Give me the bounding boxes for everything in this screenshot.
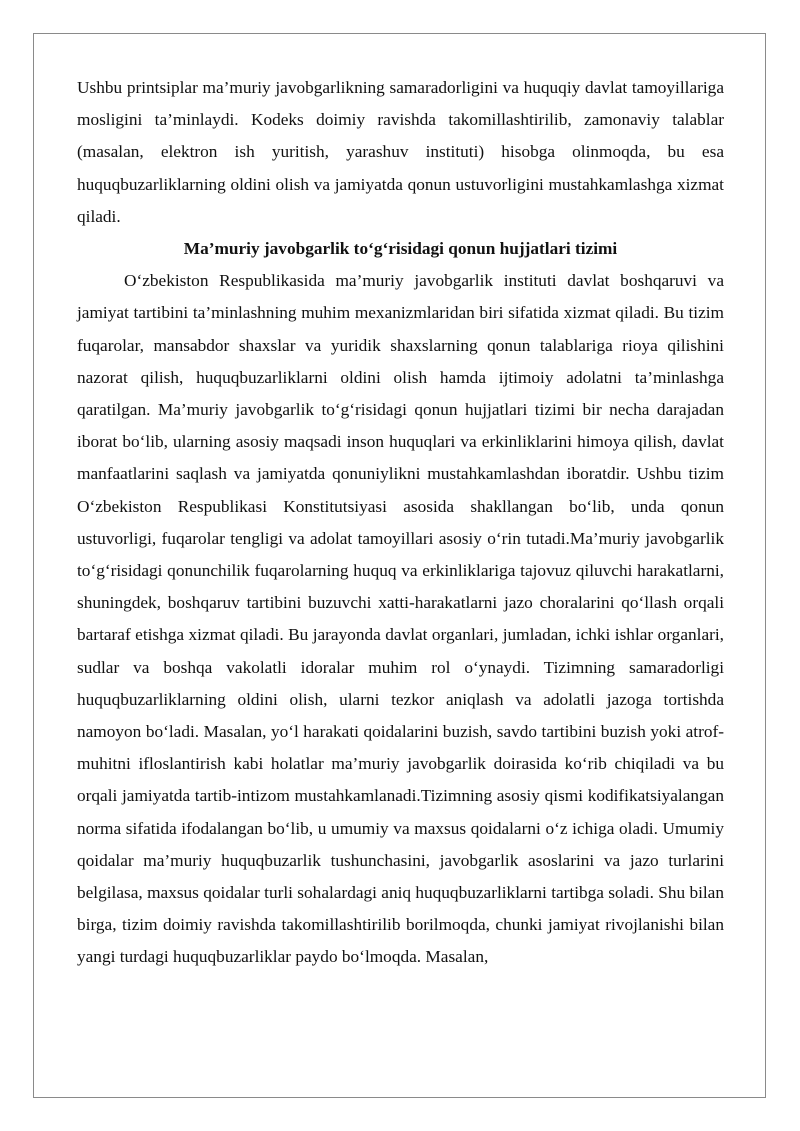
document-body xyxy=(77,72,724,974)
body-paragraph-intro: Ushbu printsiplar ma’muriy javobgarlikning samaradorligini va huquqiy davlat tamoyillariga mosligini ta’minlaydi. Kodeks doimiy ravishda takomillashtirilib, zamonaviy talablar (masalan, elektron ish yuritish, yarashuv instituti) hisobga olinmoqda, bu esa huquqbuzarliklarning oldini olish va jamiyatda qonun ustuvorligini mustahkamlashga xizmat qiladi. xyxy=(77,78,724,226)
section-heading: Ma’muriy javobgarlik to‘g‘risidagi qonun hujjatlari tizimi xyxy=(183,239,618,259)
body-paragraph-main: O‘zbekiston Respublikasida ma’muriy javobgarlik instituti davlat boshqaruvi va jamiyat tartibini ta’minlashning muhim mexanizmlaridan biri sifatida xizmat qiladi. Bu tizim fuqarolar, mansabdor shaxslar va yuridik shaxslarning qonun talablariga rioya qilishini nazorat qilish, huquqbuzarliklarni oldini olish hamda ijtimoiy adolatni ta’minlashga qaratilgan. Ma’muriy javobgarlik to‘g‘risidagi qonun hujjatlari tizimi bir necha darajadan iborat bo‘lib, ularning asosiy maqsadi inson huquqlari va erkinliklarini himoya qilish, davlat manfaatlarini saqlash va jamiyatda qonuniylikni mustahkamlashdan iboratdir. Ushbu tizim O‘zbekiston Respublikasi Konstitutsiyasi asosida shakllangan bo‘lib, unda qonun ustuvorligi, fuqarolar tengligi va adolat tamoyillari asosiy o‘rin tutadi.Ma’muriy javobgarlik to‘g‘risidagi qonunchilik fuqarolarning huquq va erkinliklariga tajovuz qiluvchi harakatlarni, shuningdek, boshqaruv tartibini buzuvchi xatti-harakatlarni jazo choralarini qo‘llash orqali bartaraf etishga xizmat qiladi. Bu jarayonda davlat organlari, jumladan, ichki ishlar organlari, sudlar va boshqa vakolatli idoralar muhim rol o‘ynaydi. Tizimning samaradorligi huquqbuzarliklarning oldini olish, ularni tezkor aniqlash va adolatli jazoga tortishda namoyon bo‘ladi. Masalan, yo‘l harakati qoidalarini buzish, savdo tartibini buzish yoki atrof-muhitni ifloslantirish kabi holatlar ma’muriy javobgarlik doirasida ko‘rib chiqiladi va bu orqali jamiyatda tartib-intizom mustahkamlanadi.Tizimning asosiy qismi kodifikatsiyalangan norma sifatida ifodalangan bo‘lib, u umumiy va maxsus qoidalarni o‘z ichiga oladi. Umumiy qoidalar ma’muriy huquqbuzarlik tushunchasini, javobgarlik asoslarini va jazo turlarini belgilasa, maxsus qoidalar turli sohalardagi aniq huquqbuzarliklarni tartibga soladi. Shu bilan birga, tizim doimiy ravishda takomillashtirilib borilmoqda, chunki jamiyat rivojlanishi bilan yangi turdagi huquqbuzarliklar paydo bo‘lmoqda. Masalan, xyxy=(77,271,724,967)
